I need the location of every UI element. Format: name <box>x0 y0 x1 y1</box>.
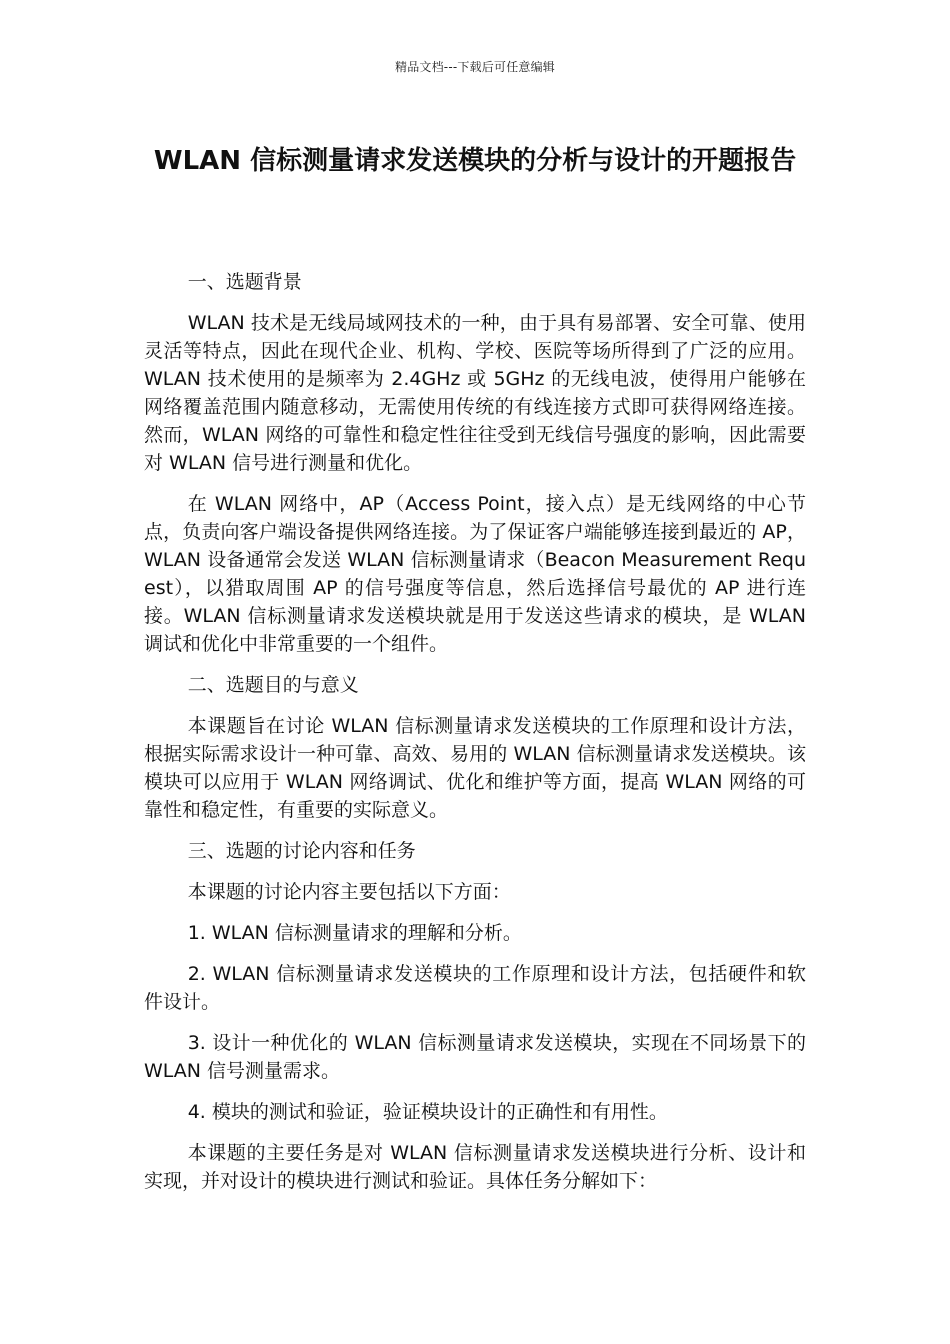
list-item-1: 1. WLAN 信标测量请求的理解和分析。 <box>187 922 522 944</box>
list-item-2: 2. WLAN 信标测量请求发送模块的工作原理和设计方法，包括硬件和软件设计。 <box>144 963 806 1013</box>
paragraph-wlan-intro: WLAN 技术是无线局域网技术的一种，由于具有易部署、安全可靠、使用灵活等特点，因此在现代企业、机构、学校、医院等场所得到了广泛的应用。WLAN 技术使用的是频率为 2.4GHz 或 5GHz 的无线电波，使得用户能够在网络覆盖范围内随意移动，无需使用传统的有线连接方式即可获得网络连接。然而，WLAN 网络的可靠性和稳定性往往受到无线信号强度的影响，因此需要对 WLAN 信号进行测量和优化。 <box>144 312 806 474</box>
paragraph-ap-beacon: 在 WLAN 网络中，AP（Access Point，接入点）是无线网络的中心节点，负责向客户端设备提供网络连接。为了保证客户端能够连接到最近的 AP，WLAN 设备通常会发送 WLAN 信标测量请求（Beacon Measurement Request），以猎取周围 AP 的信号强度等信息，然后选择信号最优的 AP 进行连接。WLAN 信标测量请求发送模块就是用于发送这些请求的模块，是 WLAN 调试和优化中非常重要的一个组件。 <box>144 493 806 655</box>
paragraph-main-tasks: 本课题的主要任务是对 WLAN 信标测量请求发送模块进行分析、设计和实现，并对设计的模块进行测试和验证。具体任务分解如下： <box>144 1142 806 1192</box>
section-heading-background: 一、选题背景 <box>187 271 302 293</box>
page-header: 精品文档---下载后可任意编辑 <box>395 60 555 74</box>
list-item-4: 4. 模块的测试和验证，验证模块设计的正确性和有用性。 <box>187 1101 668 1123</box>
document-body <box>144 268 806 1208</box>
section-heading-purpose: 二、选题目的与意义 <box>187 674 359 696</box>
list-item-3: 3. 设计一种优化的 WLAN 信标测量请求发送模块，实现在不同场景下的 WLAN 信号测量需求。 <box>144 1032 806 1082</box>
document-title: WLAN 信标测量请求发送模块的分析与设计的开题报告 <box>153 146 797 176</box>
section-heading-content-tasks: 三、选题的讨论内容和任务 <box>187 840 416 862</box>
paragraph-purpose: 本课题旨在讨论 WLAN 信标测量请求发送模块的工作原理和设计方法，根据实际需求设计一种可靠、高效、易用的 WLAN 信标测量请求发送模块。该模块可以应用于 WLAN 网络调试、优化和维护等方面，提高 WLAN 网络的可靠性和稳定性，有重要的实际意义。 <box>144 715 806 821</box>
paragraph-content-intro: 本课题的讨论内容主要包括以下方面： <box>187 881 511 903</box>
